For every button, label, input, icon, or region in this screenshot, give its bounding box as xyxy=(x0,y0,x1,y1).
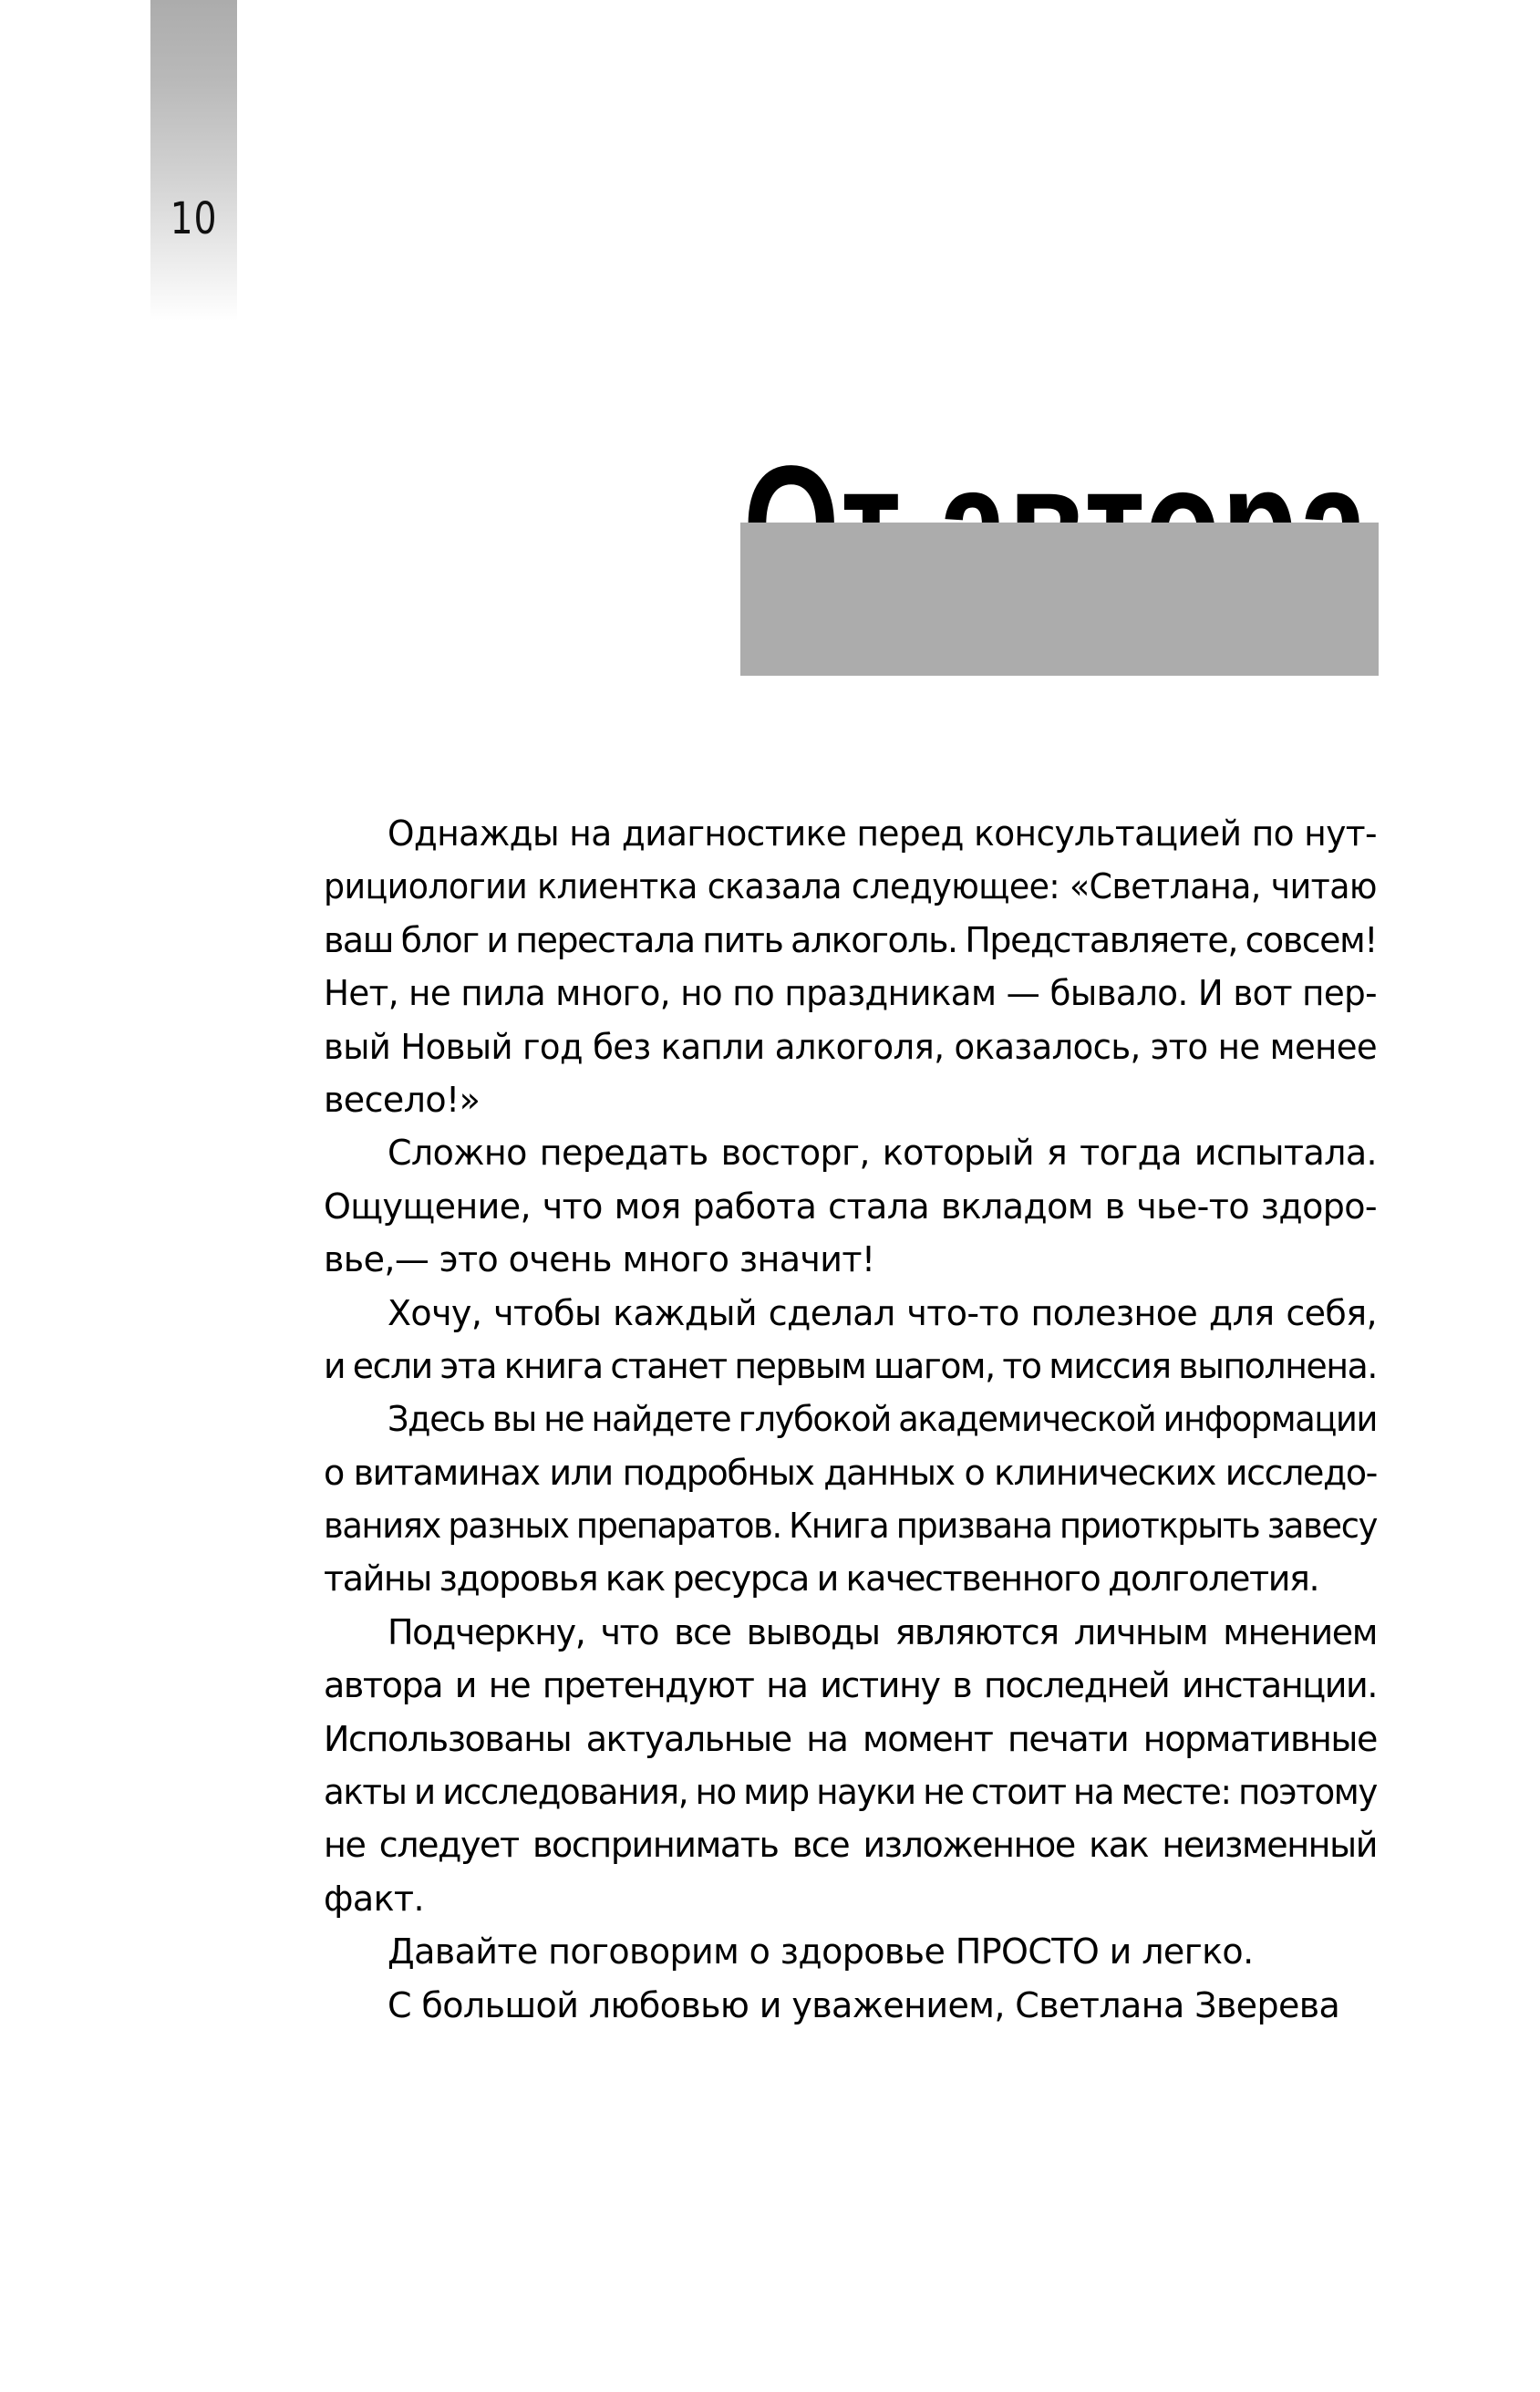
text-line: ваниях разных препаратов. Книга призвана приоткрыть завесу xyxy=(324,1506,1377,1547)
text-line: факт. xyxy=(324,1878,424,1919)
text-line: рициологии клиентка сказала следующее: «Светлана, читаю xyxy=(324,866,1377,907)
text-line: весело!» xyxy=(324,1079,481,1120)
text-line: Давайте поговорим о здоровье ПРОСТО и легко. xyxy=(388,1931,1254,1973)
text-line: о витаминах или подробных данных о клинических исследо- xyxy=(324,1452,1377,1493)
text-line: Подчеркну, что все выводы являются личным мнением xyxy=(388,1611,1377,1652)
text-line: тайны здоровья как ресурса и качественного долголетия. xyxy=(324,1558,1319,1600)
page-number-tab xyxy=(150,0,237,321)
text-line: ваш блог и перестала пить алкоголь. Представляете, совсем! xyxy=(324,919,1378,960)
text-line: Сложно передать восторг, который я тогда испытала. xyxy=(388,1133,1377,1174)
text-line: не следует воспринимать все изложенное как неизменный xyxy=(324,1825,1377,1866)
page-number: 10 xyxy=(170,193,218,244)
text-line: акты и исследования, но мир науки не стоит на месте: поэтому xyxy=(324,1772,1378,1813)
text-line: и если эта книга станет первым шагом, то миссия выполнена. xyxy=(324,1345,1377,1386)
signature-line: С большой любовью и уважением, Светлана Зверева xyxy=(388,1984,1340,2025)
text-line: Здесь вы не найдете глубокой академической информации xyxy=(388,1399,1377,1440)
text-line: вье,— это очень много значит! xyxy=(324,1239,875,1280)
text-line: вый Новый год без капли алкоголя, оказалось, это не менее xyxy=(324,1026,1378,1067)
title-decorative-bar xyxy=(740,523,1379,676)
text-line: Использованы актуальные на момент печати нормативные xyxy=(324,1718,1377,1759)
chapter-body xyxy=(324,807,1377,2032)
text-line: Ощущение, что моя работа стала вкладом в чье-то здоро- xyxy=(324,1186,1377,1227)
text-line: Хочу, чтобы каждый сделал что-то полезное для себя, xyxy=(388,1292,1377,1333)
text-line: Нет, не пила много, но по праздникам — бывало. И вот пер- xyxy=(324,973,1377,1014)
text-line: автора и не претендуют на истину в последней инстанции. xyxy=(324,1665,1377,1706)
text-line: Однажды на диагностике перед консультацией по нут- xyxy=(388,813,1377,854)
